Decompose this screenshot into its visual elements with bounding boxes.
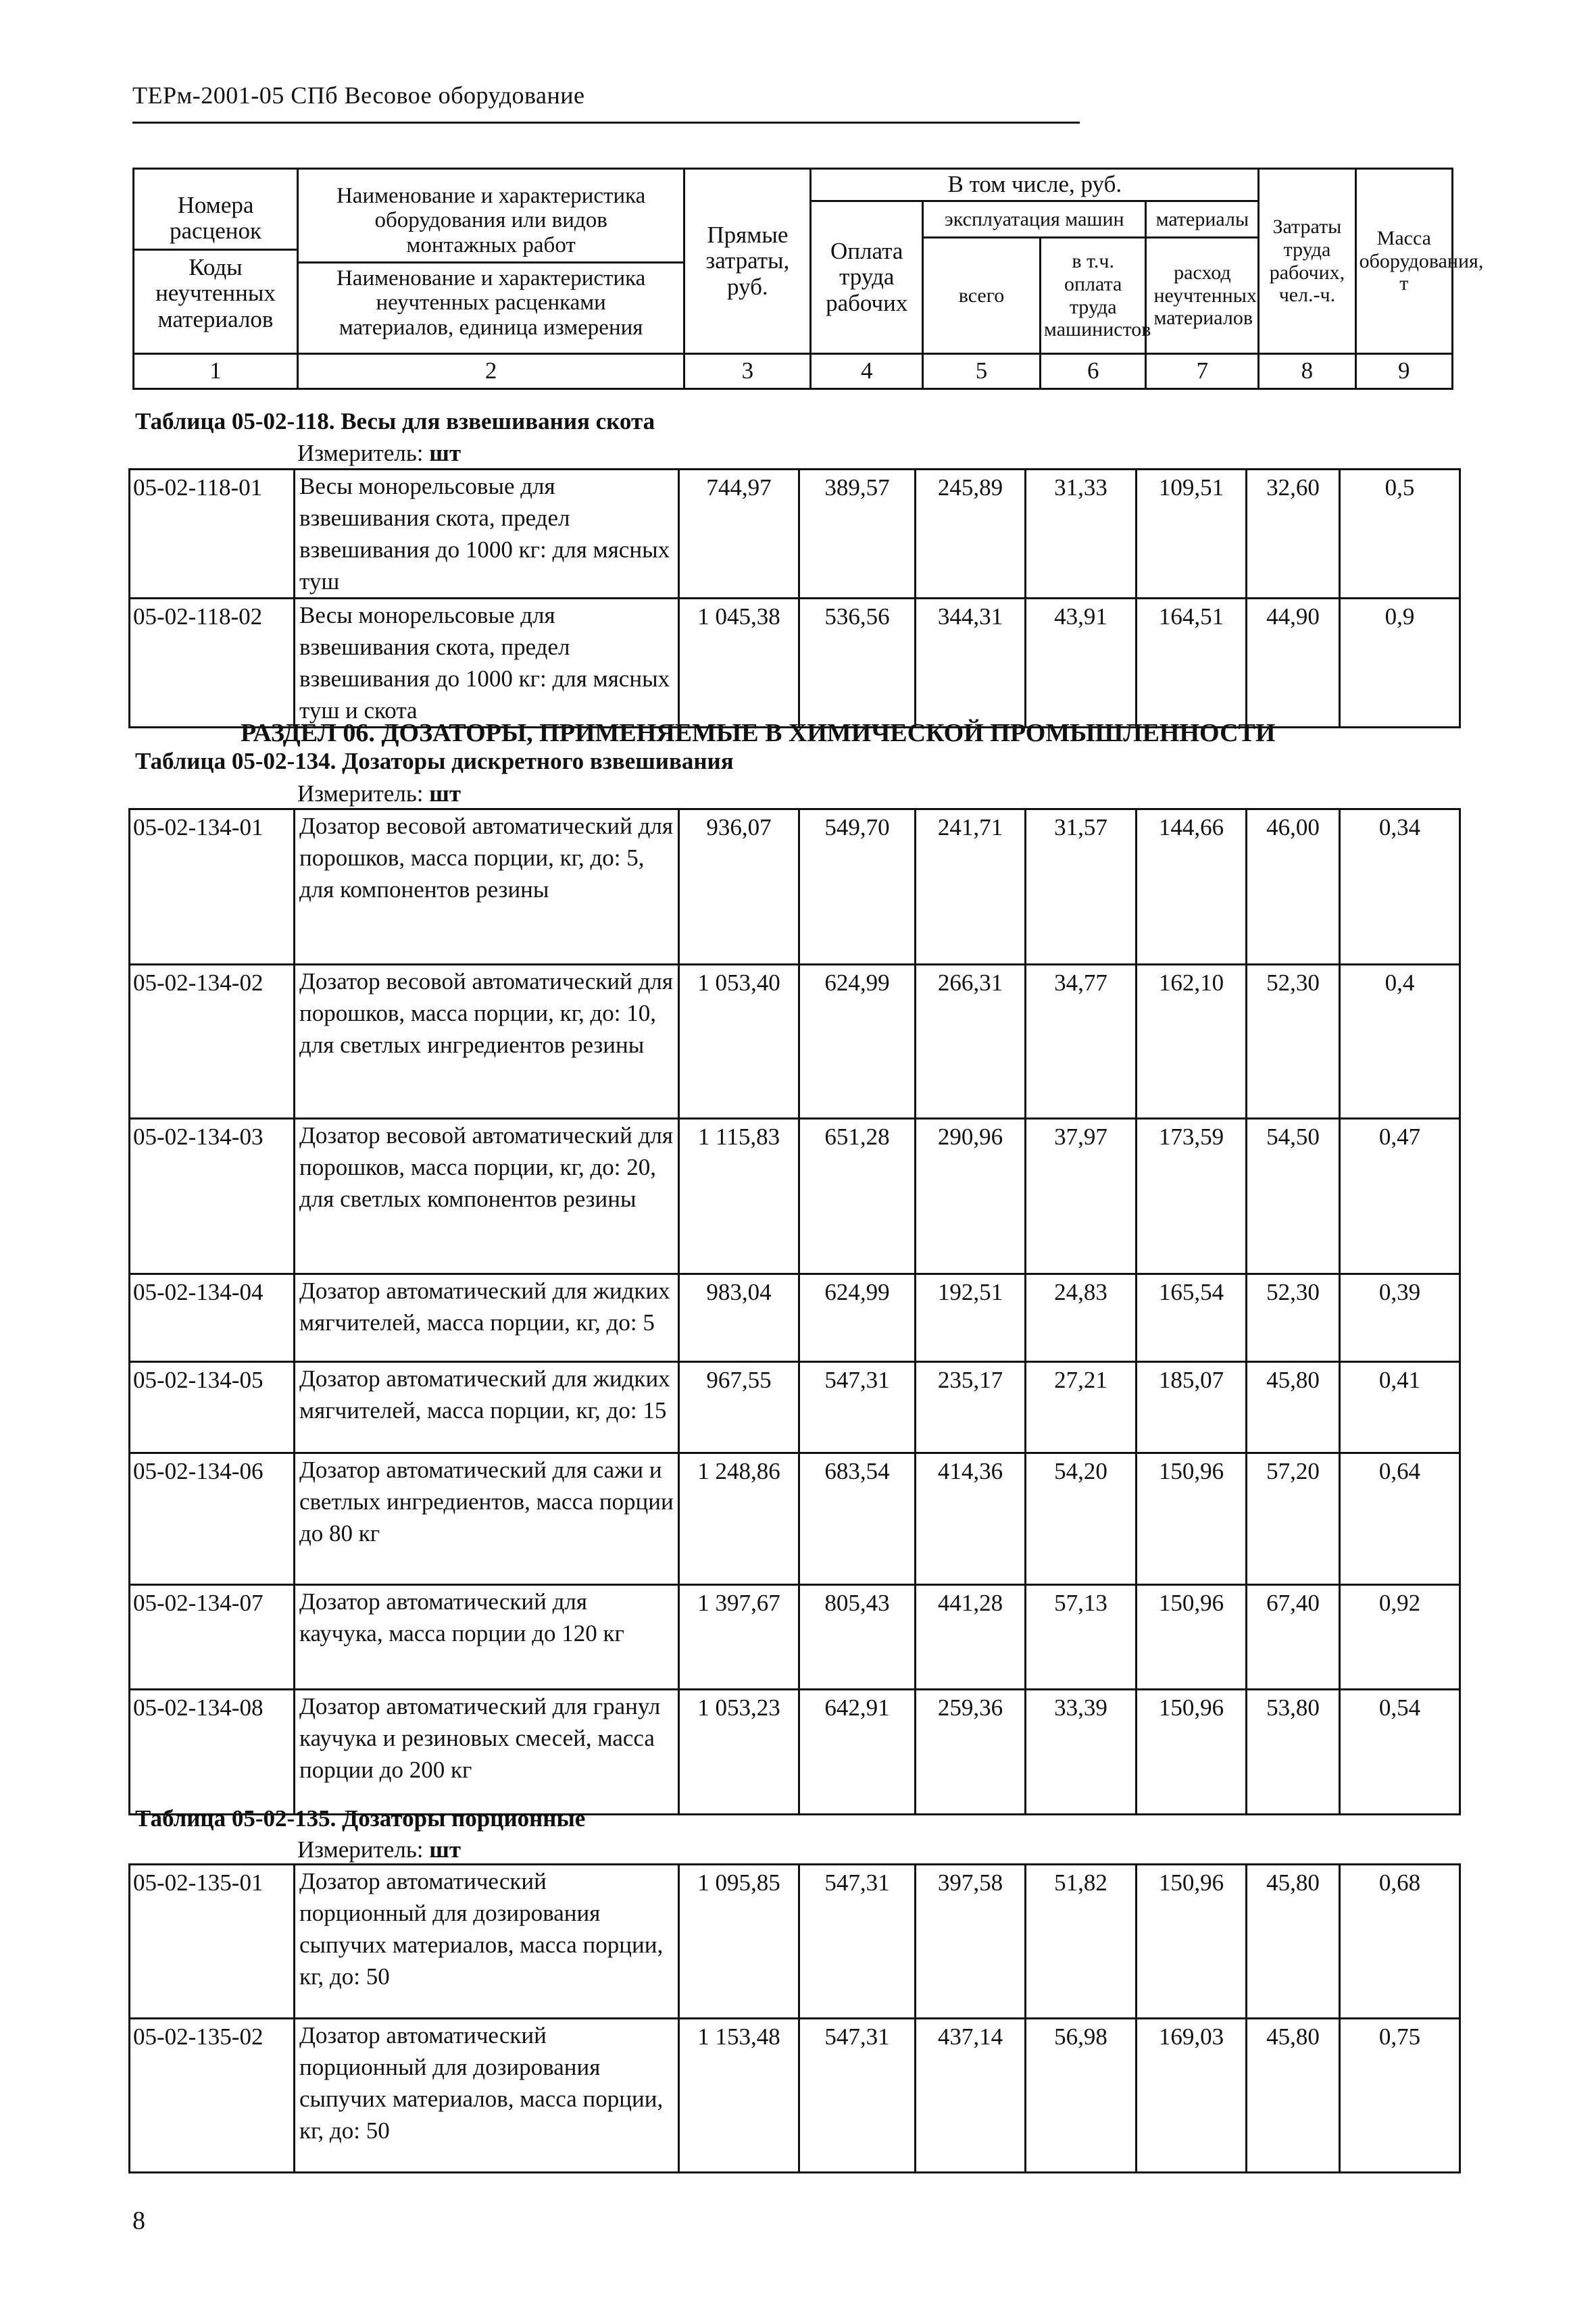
- materials-cost: 150,96: [1137, 1453, 1247, 1585]
- machines-total: 235,17: [916, 1362, 1026, 1453]
- materials-cost: 150,96: [1137, 1865, 1247, 2019]
- machinist-wages: 56,98: [1026, 2019, 1137, 2173]
- table-118: [128, 468, 1461, 728]
- rate-name: Дозатор весовой автоматический для порошков, масса порции, кг, до: 10, для светлых ингредиентов резины: [295, 965, 679, 1119]
- rate-name: Весы монорельсовые для взвешивания скота, предел взвешивания до 1000 кг: для мясных туш и скота: [295, 599, 679, 728]
- col-header-codes: [134, 169, 298, 354]
- labor-hours: 67,40: [1247, 1585, 1340, 1690]
- rate-code: 05-02-134-05: [130, 1362, 295, 1453]
- measure-unit: шт: [429, 1836, 462, 1863]
- direct-cost: 1 045,38: [679, 599, 799, 728]
- worker-wages: 683,54: [799, 1453, 916, 1585]
- machinist-wages: 57,13: [1026, 1585, 1137, 1690]
- col-header-labor: Затраты труда рабочих, чел.-ч.: [1259, 169, 1355, 354]
- rate-name: Дозатор автоматический порционный для дозирования сыпучих материалов, масса порции, кг, до: 50: [295, 2019, 679, 2173]
- machinist-wages: 37,97: [1026, 1119, 1137, 1274]
- materials-cost: 169,03: [1137, 2019, 1247, 2173]
- direct-cost: 967,55: [679, 1362, 799, 1453]
- col-header-names: [297, 169, 684, 354]
- worker-wages: 624,99: [799, 965, 916, 1119]
- equipment-mass: 0,39: [1340, 1274, 1460, 1362]
- labor-hours: 45,80: [1247, 2019, 1340, 2173]
- rate-name: Дозатор автоматический для каучука, масса порции до 120 кг: [295, 1585, 679, 1690]
- table-row: [130, 965, 1460, 1119]
- col-header-machinists-wages: в т.ч. оплата труда машинистов: [1040, 238, 1146, 354]
- worker-wages: 547,31: [799, 1362, 916, 1453]
- col-header-machines: эксплуатация машин: [923, 201, 1146, 238]
- col-header-codes-bottom: Коды неучтенных материалов: [134, 249, 297, 333]
- col-header-group: В том числе, руб.: [811, 169, 1259, 201]
- worker-wages: 624,99: [799, 1274, 916, 1362]
- table-118-title: Таблица 05-02-118. Весы для взвешивания скота: [135, 408, 655, 434]
- rate-name: Дозатор автоматический для сажи и светлых ингредиентов, масса порции до 80 кг: [295, 1453, 679, 1585]
- equipment-mass: 0,64: [1340, 1453, 1460, 1585]
- col-header-names-bottom: Наименование и характеристика неучтенных расценками материалов, единица измерения: [299, 261, 683, 340]
- col-number: 8: [1259, 354, 1355, 389]
- worker-wages: 547,31: [799, 1865, 916, 2019]
- rate-name: Весы монорельсовые для взвешивания скота, предел взвешивания до 1000 кг: для мясных туш: [295, 470, 679, 599]
- col-number: 1: [134, 354, 298, 389]
- labor-hours: 52,30: [1247, 1274, 1340, 1362]
- table-row: [130, 2019, 1460, 2173]
- rate-code: 05-02-134-04: [130, 1274, 295, 1362]
- table-118-measure: [297, 440, 461, 467]
- column-header-table: [132, 168, 1484, 390]
- col-number: 9: [1355, 354, 1452, 389]
- col-number: 3: [684, 354, 811, 389]
- table-row: [130, 1585, 1460, 1690]
- rate-code: 05-02-134-07: [130, 1585, 295, 1690]
- worker-wages: 642,91: [799, 1690, 916, 1815]
- machinist-wages: 54,20: [1026, 1453, 1137, 1585]
- col-number: 5: [923, 354, 1041, 389]
- labor-hours: 45,80: [1247, 1865, 1340, 2019]
- table-135-measure: [297, 1836, 461, 1863]
- table-135: [128, 1863, 1461, 2173]
- machinist-wages: 27,21: [1026, 1362, 1137, 1453]
- labor-hours: 46,00: [1247, 809, 1340, 965]
- table-row: [130, 470, 1460, 599]
- machines-total: 266,31: [916, 965, 1026, 1119]
- labor-hours: 32,60: [1247, 470, 1340, 599]
- measure-unit: шт: [429, 780, 462, 807]
- table-134-measure: [297, 780, 461, 807]
- materials-cost: 165,54: [1137, 1274, 1247, 1362]
- col-number: 4: [811, 354, 923, 389]
- machines-total: 259,36: [916, 1690, 1026, 1815]
- materials-cost: 164,51: [1137, 599, 1247, 728]
- direct-cost: 1 153,48: [679, 2019, 799, 2173]
- table-row: [130, 1865, 1460, 2019]
- equipment-mass: 0,75: [1340, 2019, 1460, 2173]
- direct-cost: 1 053,23: [679, 1690, 799, 1815]
- rate-name: Дозатор автоматический порционный для дозирования сыпучих материалов, масса порции, кг, до: 50: [295, 1865, 679, 2019]
- equipment-mass: 0,92: [1340, 1585, 1460, 1690]
- table-134: [128, 808, 1461, 1815]
- table-row: [130, 599, 1460, 728]
- direct-cost: 1 248,86: [679, 1453, 799, 1585]
- machines-total: 245,89: [916, 470, 1026, 599]
- direct-cost: 1 053,40: [679, 965, 799, 1119]
- worker-wages: 389,57: [799, 470, 916, 599]
- rate-code: 05-02-134-08: [130, 1690, 295, 1815]
- machinist-wages: 33,39: [1026, 1690, 1137, 1815]
- table-row: [130, 1690, 1460, 1815]
- page-header: ТЕРм-2001-05 СПб Весовое оборудование: [132, 82, 585, 109]
- machinist-wages: 51,82: [1026, 1865, 1137, 2019]
- machines-total: 397,58: [916, 1865, 1026, 2019]
- rate-code: 05-02-134-03: [130, 1119, 295, 1274]
- rate-name: Дозатор автоматический для жидких мягчителей, масса порции, кг, до: 5: [295, 1274, 679, 1362]
- machinist-wages: 24,83: [1026, 1274, 1137, 1362]
- worker-wages: 547,31: [799, 2019, 916, 2173]
- table-row: [130, 1119, 1460, 1274]
- machines-total: 290,96: [916, 1119, 1026, 1274]
- machinist-wages: 31,57: [1026, 809, 1137, 965]
- equipment-mass: 0,41: [1340, 1362, 1460, 1453]
- direct-cost: 1 397,67: [679, 1585, 799, 1690]
- rate-code: 05-02-118-01: [130, 470, 295, 599]
- machinist-wages: 34,77: [1026, 965, 1137, 1119]
- equipment-mass: 0,5: [1340, 470, 1460, 599]
- equipment-mass: 0,9: [1340, 599, 1460, 728]
- labor-hours: 57,20: [1247, 1453, 1340, 1585]
- machines-total: 441,28: [916, 1585, 1026, 1690]
- equipment-mass: 0,54: [1340, 1690, 1460, 1815]
- col-header-mass: Масса оборудования, т: [1355, 169, 1452, 354]
- materials-cost: 173,59: [1137, 1119, 1247, 1274]
- equipment-mass: 0,4: [1340, 965, 1460, 1119]
- machines-total: 241,71: [916, 809, 1026, 965]
- rate-code: 05-02-135-02: [130, 2019, 295, 2173]
- measure-unit: шт: [429, 440, 462, 466]
- machinist-wages: 43,91: [1026, 599, 1137, 728]
- direct-cost: 1 095,85: [679, 1865, 799, 2019]
- col-number: 2: [297, 354, 684, 389]
- rate-code: 05-02-135-01: [130, 1865, 295, 2019]
- page-number: 8: [132, 2207, 145, 2235]
- col-header-codes-top: Номера расценок: [169, 191, 262, 245]
- materials-cost: 150,96: [1137, 1690, 1247, 1815]
- col-header-machines-total: всего: [923, 238, 1041, 354]
- col-number: 6: [1040, 354, 1146, 389]
- rate-name: Дозатор весовой автоматический для порошков, масса порции, кг, до: 20, для светлых компонентов резины: [295, 1119, 679, 1274]
- rate-name: Дозатор весовой автоматический для порошков, масса порции, кг, до: 5, для компонентов резины: [295, 809, 679, 965]
- table-row: [130, 1274, 1460, 1362]
- col-header-materials-use: расход неучтенных материалов: [1146, 238, 1259, 354]
- measure-label: Измеритель:: [297, 440, 424, 466]
- machinist-wages: 31,33: [1026, 470, 1137, 599]
- worker-wages: 536,56: [799, 599, 916, 728]
- worker-wages: 651,28: [799, 1119, 916, 1274]
- direct-cost: 936,07: [679, 809, 799, 965]
- table-row: [130, 809, 1460, 965]
- direct-cost: 983,04: [679, 1274, 799, 1362]
- table-135-title: Таблица 05-02-135. Дозаторы порционные: [135, 1805, 586, 1832]
- col-header-names-top: Наименование и характеристика оборудования или видов монтажных работ: [336, 184, 646, 257]
- rate-name: Дозатор автоматический для гранул каучука и резиновых смесей, масса порции до 200 кг: [295, 1690, 679, 1815]
- rate-code: 05-02-118-02: [130, 599, 295, 728]
- col-number: 7: [1146, 354, 1259, 389]
- section-06-title: РАЗДЕЛ 06. ДОЗАТОРЫ, ПРИМЕНЯЕМЫЕ В ХИМИЧЕСКОЙ ПРОМЫШЛЕННОСТИ: [241, 719, 1276, 747]
- table-row: [130, 1453, 1460, 1585]
- rate-name: Дозатор автоматический для жидких мягчителей, масса порции, кг, до: 15: [295, 1362, 679, 1453]
- equipment-mass: 0,34: [1340, 809, 1460, 965]
- measure-label: Измеритель:: [297, 780, 424, 807]
- labor-hours: 54,50: [1247, 1119, 1340, 1274]
- col-header-direct: Прямые затраты, руб.: [684, 169, 811, 354]
- labor-hours: 52,30: [1247, 965, 1340, 1119]
- rate-code: 05-02-134-01: [130, 809, 295, 965]
- worker-wages: 805,43: [799, 1585, 916, 1690]
- materials-cost: 185,07: [1137, 1362, 1247, 1453]
- worker-wages: 549,70: [799, 809, 916, 965]
- table-134-title: Таблица 05-02-134. Дозаторы дискретного взвешивания: [135, 748, 734, 774]
- table-row: [130, 1362, 1460, 1453]
- machines-total: 437,14: [916, 2019, 1026, 2173]
- measure-label: Измеритель:: [297, 1836, 424, 1863]
- machines-total: 192,51: [916, 1274, 1026, 1362]
- machines-total: 414,36: [916, 1453, 1026, 1585]
- labor-hours: 44,90: [1247, 599, 1340, 728]
- machines-total: 344,31: [916, 599, 1026, 728]
- equipment-mass: 0,47: [1340, 1119, 1460, 1274]
- direct-cost: 1 115,83: [679, 1119, 799, 1274]
- rate-code: 05-02-134-02: [130, 965, 295, 1119]
- labor-hours: 45,80: [1247, 1362, 1340, 1453]
- header-rule: [132, 122, 1080, 124]
- col-header-materials: материалы: [1146, 201, 1259, 238]
- col-header-wages: Оплата труда рабочих: [811, 201, 923, 354]
- rate-code: 05-02-134-06: [130, 1453, 295, 1585]
- labor-hours: 53,80: [1247, 1690, 1340, 1815]
- equipment-mass: 0,68: [1340, 1865, 1460, 2019]
- direct-cost: 744,97: [679, 470, 799, 599]
- materials-cost: 162,10: [1137, 965, 1247, 1119]
- materials-cost: 150,96: [1137, 1585, 1247, 1690]
- materials-cost: 109,51: [1137, 470, 1247, 599]
- materials-cost: 144,66: [1137, 809, 1247, 965]
